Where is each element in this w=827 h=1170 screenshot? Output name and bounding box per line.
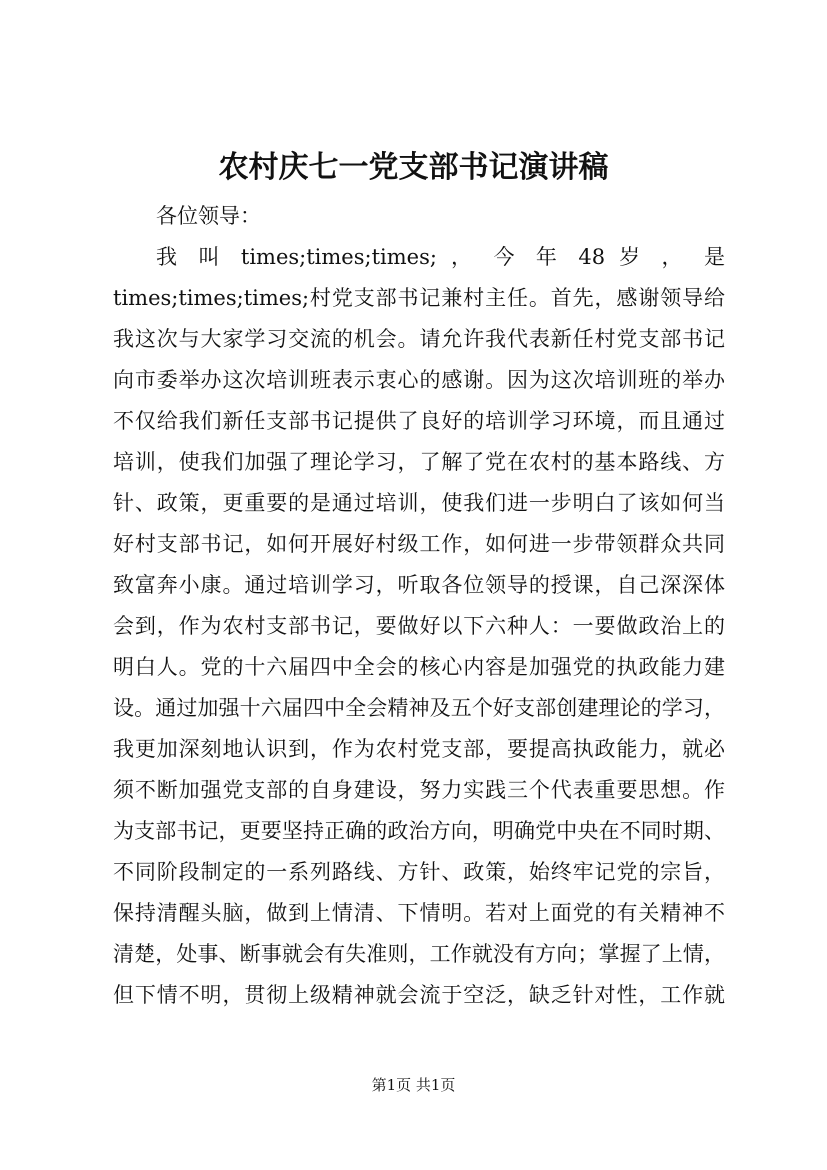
body-line: 设。通过加强十六届四中全会精神及五个好支部创建理论的学习， (113, 696, 725, 720)
body-line: 我这次与大家学习交流的机会。请允许我代表新任村党支部书记 (113, 327, 725, 351)
salutation: 各位领导： (156, 204, 261, 228)
document-body (113, 196, 725, 1016)
body-line: 我 叫 times;times;times; ， 今 年 48 岁 ， 是 (156, 245, 725, 269)
body-line: 我更加深刻地认识到，作为农村党支部，要提高执政能力，就必 (113, 737, 725, 761)
body-line: 向市委举办这次培训班表示衷心的感谢。因为这次培训班的举办 (113, 368, 725, 392)
body-line: 保持清醒头脑，做到上情清、下情明。若对上面党的有关精神不 (113, 901, 725, 925)
body-line: 明白人。党的十六届四中全会的核心内容是加强党的执政能力建 (113, 655, 725, 679)
body-line: times;times;times;村党支部书记兼村主任。首先，感谢领导给 (113, 286, 725, 310)
body-line: 好村支部书记，如何开展好村级工作，如何进一步带领群众共同 (113, 532, 725, 556)
body-line: 须不断加强党支部的自身建设，努力实践三个代表重要思想。作 (113, 778, 725, 802)
body-line: 培训，使我们加强了理论学习，了解了党在农村的基本路线、方 (113, 450, 725, 474)
body-line: 不同阶段制定的一系列路线、方针、政策，始终牢记党的宗旨， (113, 860, 725, 884)
body-line: 会到，作为农村支部书记，要做好以下六种人：一要做政治上的 (113, 614, 725, 638)
body-line: 为支部书记，更要坚持正确的政治方向，明确党中央在不同时期、 (113, 819, 725, 843)
body-line: 但下情不明，贯彻上级精神就会流于空泛，缺乏针对性，工作就 (113, 983, 725, 1007)
body-line: 致富奔小康。通过培训学习，听取各位领导的授课，自己深深体 (113, 573, 725, 597)
body-line: 清楚，处事、断事就会有失准则，工作就没有方向；掌握了上情， (113, 942, 725, 966)
body-line: 针、政策，更重要的是通过培训，使我们进一步明白了该如何当 (113, 491, 725, 515)
document-title: 农村庆七一党支部书记演讲稿 (218, 150, 609, 185)
page-footer: 第1页 共1页 (371, 1076, 456, 1094)
body-line: 不仅给我们新任支部书记提供了良好的培训学习环境，而且通过 (113, 409, 725, 433)
